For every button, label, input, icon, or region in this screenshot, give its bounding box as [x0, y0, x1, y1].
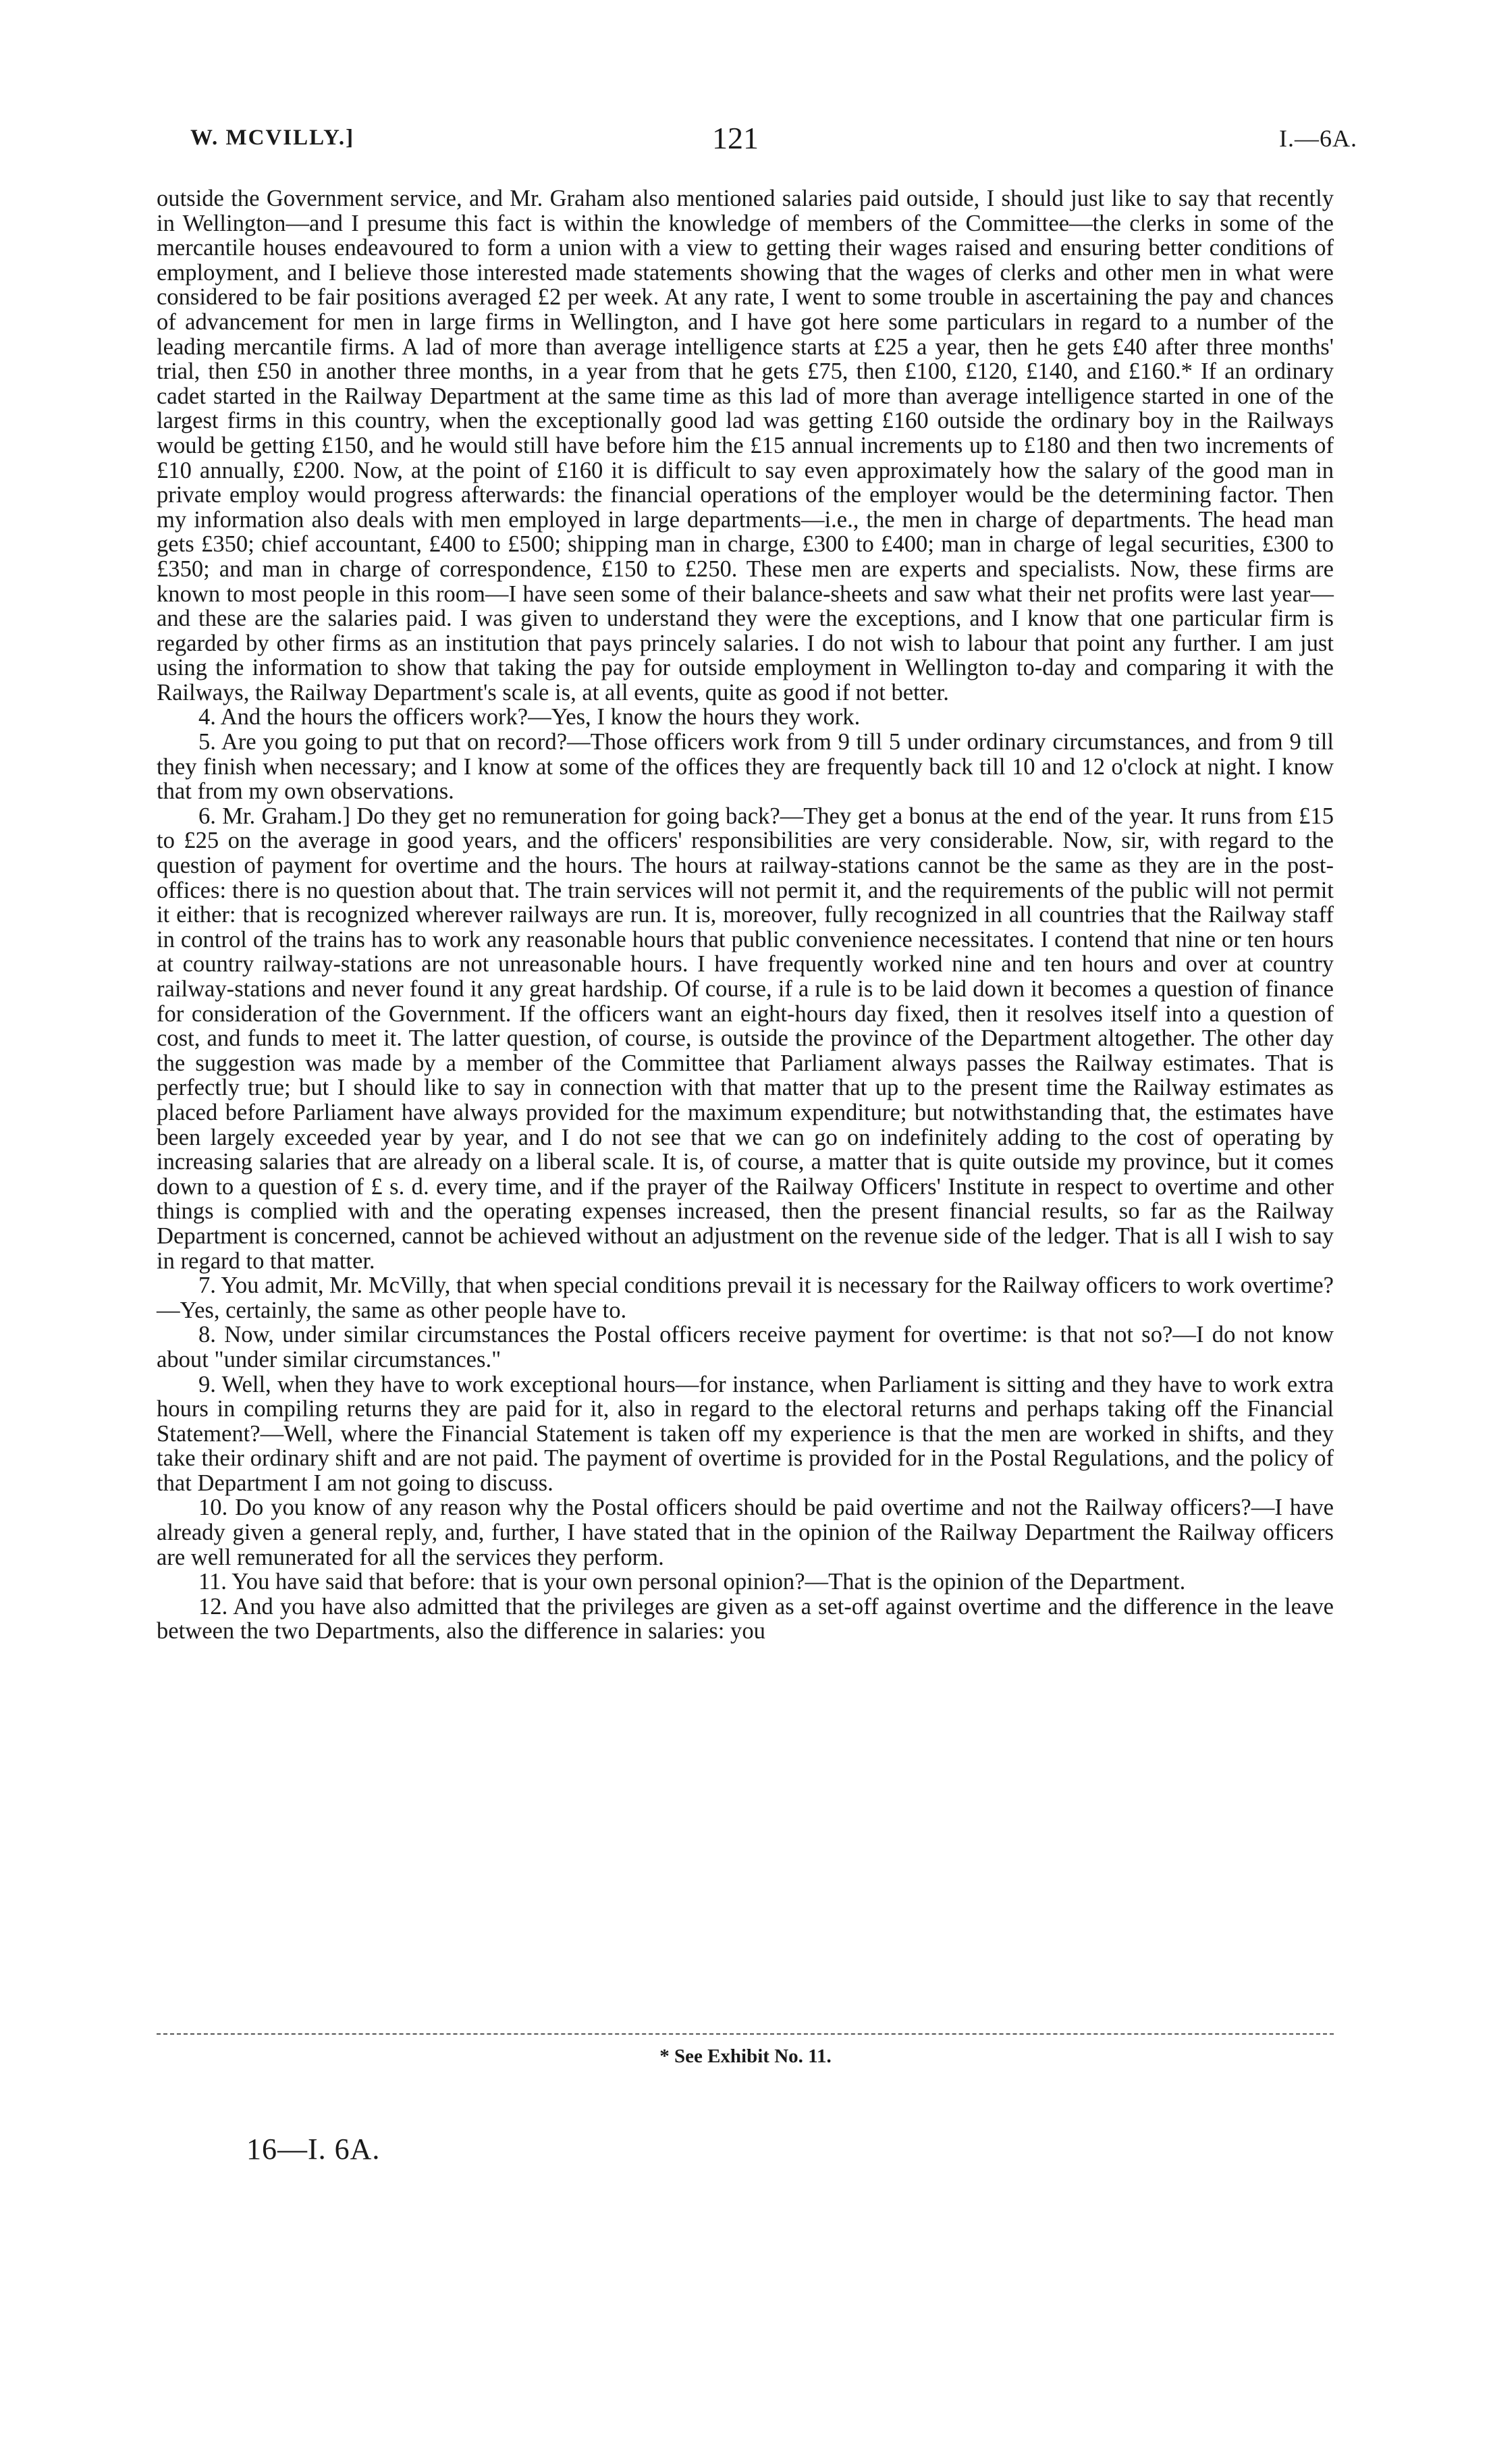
footnote-divider — [157, 2033, 1334, 2035]
body-text — [157, 186, 1334, 1644]
paragraph-continued: outside the Government service, and Mr. Graham also mentioned salaries paid outside, I should just like to say that recently in Wellington—and I presume this fact is within the knowledge of members of the Committee—the clerks in some of the mercantile houses endeavoured to form a union with a view to getting their wages raised and ensuring better conditions of employment, and I believe those interested made statements showing that the wages of clerks and other men in what were considered to be fair positions averaged £2 per week. At any rate, I went to some trouble in ascertaining the pay and chances of advancement for men in large firms in Wellington, and I have got here some particulars in regard to a number of the leading mercantile firms. A lad of more than average intelligence starts at £25 a year, then he gets £40 after three months' trial, then £50 in another three months, in a year from that he gets £75, then £100, £120, £140, and £160.* If an ordinary cadet started in the Railway Department at the same time as this lad of more than average intelligence started in one of the largest firms in this country, when the exceptionally good lad was getting £160 outside the ordinary boy in the Railways would be getting £150, and he would still have before him the £15 annual increments up to £180 and then two increments of £10 annually, £200. Now, at the point of £160 it is difficult to say even approximately how the salary of the good man in private employ would progress afterwards: the financial operations of the employer would be the determining factor. Then my information also deals with men employed in large departments—i.e., the men in charge of departments. The head man gets £350; chief accountant, £400 to £500; shipping man in charge, £300 to £400; man in charge of legal securities, £300 to £350; and man in charge of correspondence, £150 to £250. These men are experts and specialists. Now, these firms are known to most people in this room—I have seen some of their balance-sheets and saw what their net profits were last year—and these are the salaries paid. I was given to understand they were the exceptions, and I know that one particular firm is regarded by other firms as an institution that pays princely salaries. I do not wish to labour that point any further. I am just using the information to show that taking the pay for outside employment in Wellington to-day and comparing it with the Railways, the Railway Department's scale is, at all events, quite as good if not better. — [157, 186, 1334, 705]
paragraph-q4: 4. And the hours the officers work?—Yes, I know the hours they work. — [198, 704, 861, 730]
paragraph-q7: 7. You admit, Mr. McVilly, that when special conditions prevail it is necessary for the Railway officers to work overtime?—Yes, certainly, the same as other people have to. — [157, 1273, 1334, 1323]
paragraph-q6: 6. Mr. Graham.] Do they get no remuneration for going back?—They get a bonus at the end of the year. It runs from £15 to £25 on the average in good years, and the officers' responsibilities are very considerable. Now, sir, with regard to the question of payment for overtime and the hours. The hours at railway-stations cannot be the same as they are in the post-offices: there is no question about that. The train services will not permit it, and the requirements of the public will not permit it either: that is recognized wherever railways are run. It is, moreover, fully recognized in all countries that the Railway staff in control of the trains has to work any reasonable hours that public convenience necessitates. I contend that nine or ten hours at country railway-stations are not unreasonable hours. I have frequently worked nine and ten hours and over at country railway-stations and never found it any great hardship. Of course, if a rule is to be laid down it becomes a question of finance for consideration of the Government. If the officers want an eight-hours day fixed, then it resolves itself into a question of cost, and funds to meet it. The latter question, of course, is outside the province of the Department altogether. The other day the suggestion was made by a member of the Committee that Parliament always passes the Railway estimates. That is perfectly true; but I should like to say in connection with that matter that up to the present time the Railway estimates as placed before Parliament have always provided for the maximum expenditure; but notwithstanding that, the estimates have been largely exceeded year by year, and I do not see that we can go on indefinitely adding to the cost of operating by increasing salaries that are already on a liberal scale. It is, of course, a matter that is quite outside my province, but it comes down to a question of £ s. d. every time, and if the prayer of the Railway Officers' Institute in respect to overtime and other things is complied with and the operating expenses increased, then the present financial results, so far as the Railway Department is concerned, cannot be achieved without an adjustment on the revenue side of the ledger. That is all I wish to say in regard to that matter. — [157, 803, 1334, 1274]
running-header — [0, 120, 1491, 161]
paragraph-q5: 5. Are you going to put that on record?—Those officers work from 9 till 5 under ordinary circumstances, and from 9 till they finish when necessary; and I know at some of the offices they are frequently back till 10 and 12 o'clock at night. I know that from my own observations. — [157, 729, 1334, 805]
header-witness-name: W. MCVILLY.] — [190, 126, 355, 150]
paragraph-q8: 8. Now, under similar circumstances the Postal officers receive payment for overtime: is that not so?—I do not know about "under similar circumstances." — [157, 1322, 1334, 1372]
footnote: * See Exhibit No. 11. — [659, 2045, 832, 2067]
paragraph-q12: 12. And you have also admitted that the privileges are given as a set-off against overtime and the difference in the leave between the two Departments, also the difference in salaries: you — [157, 1593, 1334, 1644]
signature-mark: 16—I. 6A. — [246, 2133, 381, 2166]
paragraph-q10: 10. Do you know of any reason why the Postal officers should be paid overtime and not the Railway officers?—I have already given a general reply, and, further, I have stated that in the opinion of the Railway Department the Railway officers are well remunerated for all the services they perform. — [157, 1495, 1334, 1570]
paragraph-q11: 11. You have said that before: that is your own personal opinion?—That is the opinion of the Department. — [198, 1569, 1186, 1595]
page-number: 121 — [712, 121, 759, 155]
document-reference: I.—6A. — [1279, 125, 1357, 152]
paragraph-q9: 9. Well, when they have to work exceptional hours—for instance, when Parliament is sitting and they have to work extra hours in compiling returns they are paid for it, also in regard to the electoral returns and perhaps taking off the Financial Statement?—Well, where the Financial Statement is taken off my experience is that the men are worked in shifts, and they take their ordinary shift and are not paid. The payment of overtime is provided for in the Postal Regulations, and the policy of that Department I am not going to discuss. — [157, 1371, 1334, 1496]
